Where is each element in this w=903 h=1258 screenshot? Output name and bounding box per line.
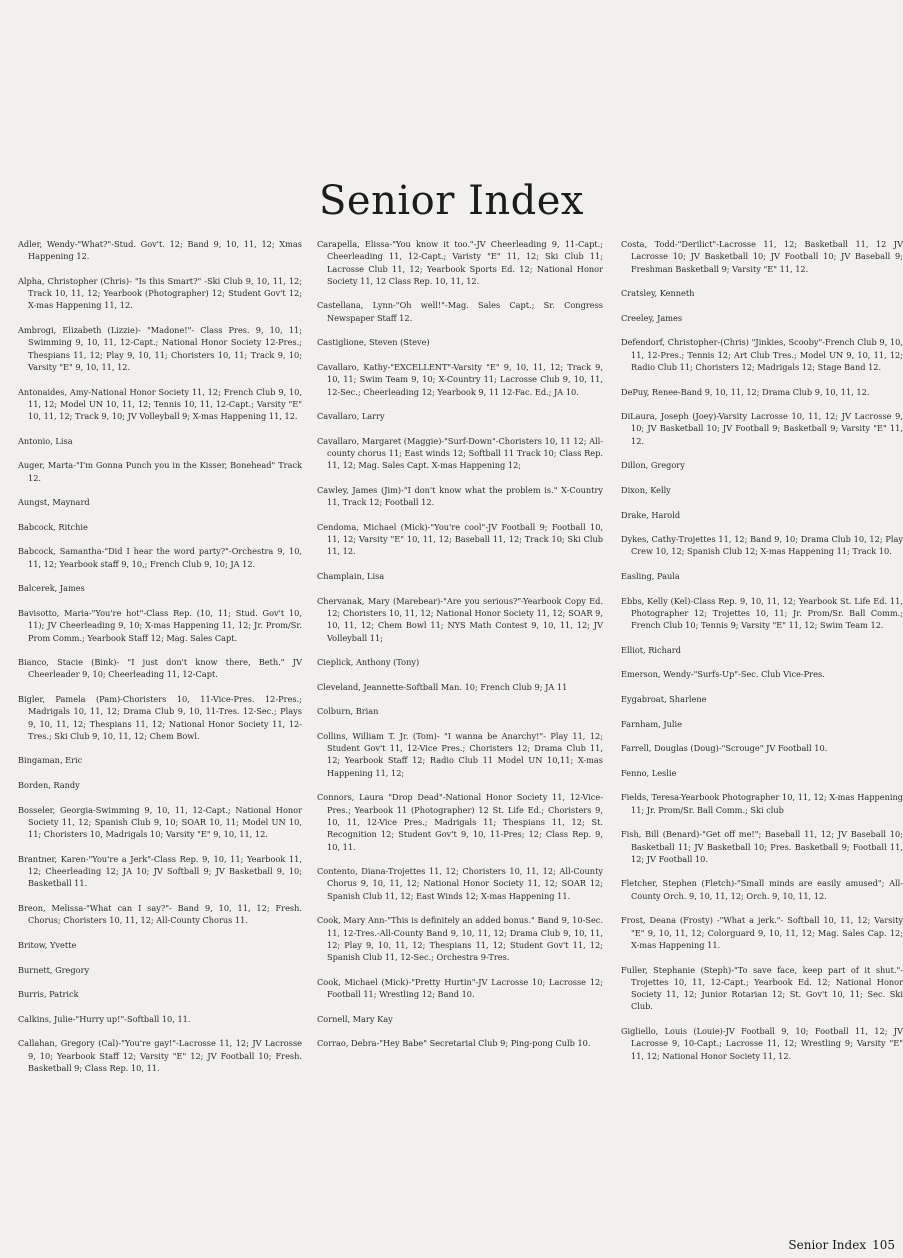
index-entry: Cook, Michael (Mick)-"Pretty Hurtin"-JV Lacrosse 10; Lacrosse 12; Football 11; Wrestling 12; Band 10.: [317, 976, 603, 1000]
index-entry: Fields, Teresa-Yearbook Photographer 10, 11, 12; X-mas Happening 11; Jr. Prom/Sr. Ball Comm.; Ski club: [621, 792, 903, 815]
index-entry: Dillon, Gregory: [621, 460, 685, 471]
index-entry: Antonio, Lisa: [18, 435, 73, 446]
index-entry: Cendoma, Michael (Mick)-"You're cool"-JV Football 9; Football 10, 11, 12; Varsity "E" 10, 11, 12; Baseball 11, 12; Track 10; Ski Club 11, 12.: [317, 521, 603, 557]
index-entry: Fuller, Stephanie (Steph)-"To save face, keep part of it shut."-Trojettes 10, 11, 12-Capt.; Yearbook Ed. 12; National Honor Society 11, 12; Junior Rotarian 12; St. Gov't 10, 11; Sec. Ski Club.: [621, 964, 903, 1012]
index-entry: Babcock, Samantha-"Did I hear the word party?"-Orchestra 9, 10, 11, 12; Yearbook staff 9, 10,; French Club 9, 10; JA 12.: [18, 546, 302, 569]
index-entry: Dykes, Cathy-Trojettes 11, 12; Band 9, 10; Drama Club 10, 12; Play Crew 10, 12; Spanish Club 12; X-mas Happening 11; Track 10.: [621, 534, 903, 557]
index-entry: Bigler, Pamela (Pam)-Choristers 10, 11-Vice-Pres. 12-Pres.; Madrigals 10, 11, 12; Drama Club 9, 10, 11-Tres. 12-Sec.; Plays 9, 10, 11, 12; Thespians 11, 12; National Honor Society 11, 12-Tres.; Ski Club 9, 10, 11, 12; Chem Bowl.: [18, 693, 302, 741]
index-entry: Cavallaro, Larry: [317, 411, 385, 422]
index-entry: Callahan, Gregory (Cal)-"You're gay!"-Lacrosse 11, 12; JV Lacrosse 9, 10; Yearbook Staff 12; Varsity "E" 12; JV Football 10; Fresh. Basketball 9; Class Rep. 10, 11.: [18, 1038, 302, 1073]
index-entry: Bavisotto, Maria-"You're hot"-Class Rep. (10, 11; Stud. Gov't 10, 11); JV Cheerleading 9, 10; X-mas Happening 11, 12; Jr. Prom/Sr. Prom Comm.; Yearbook Staff 12; Mag. Sales Capt.: [18, 607, 302, 643]
index-entry: Alpha, Christopher (Chris)- "Is this Smart?" -Ski Club 9, 10, 11, 12; Track 10, 11, 12; Yearbook (Photographer) 12; Student Gov't 12; X-mas Happening 11, 12.: [18, 275, 302, 311]
index-entry: DePuy, Renee-Band 9, 10, 11, 12; Drama Club 9, 10, 11, 12.: [621, 386, 870, 397]
index-column-2: [317, 238, 603, 1062]
index-entry: Emerson, Wendy-"Surfs-Up"-Sec. Club Vice-Pres.: [621, 669, 825, 680]
index-entry: Ebbs, Kelly (Kel)-Class Rep. 9, 10, 11, 12; Yearbook St. Life Ed. 11, Photographer 12; Trojettes 10, 11; Jr. Prom/Sr. Ball Comm.; French Club 10; Tennis 9; Varsity "E" 11, 12; Swim Team 12.: [621, 595, 903, 631]
page-title: Senior Index: [319, 178, 584, 224]
index-entry: Cavallaro, Kathy-"EXCELLENT"-Varsity "E" 9, 10, 11, 12; Track 9, 10, 11; Swim Team 9, 10; X-Country 11; Lacrosse Club 9, 10, 11, 12-Sec.; Cheerleading 12; Yearbook 9, 11 12-Fac. Ed.; JA 10.: [317, 361, 603, 397]
index-entry: Corrao, Debra-"Hey Babe" Secretarial Club 9; Ping-pong Culb 10.: [317, 1038, 591, 1049]
index-entry: Castiglione, Steven (Steve): [317, 337, 430, 348]
index-entry: Borden, Randy: [18, 780, 80, 791]
footer-label: Senior Index: [788, 1238, 867, 1252]
index-entry: Champlain, Lisa: [317, 571, 385, 582]
index-entry: Drake, Harold: [621, 509, 681, 520]
index-entry: Fletcher, Stephen (Fletch)-"Small minds are easily amused"; All-County Orch. 9, 10, 11, 12; Orch. 9, 10, 11, 12.: [621, 878, 903, 901]
index-entry: Cavallaro, Margaret (Maggie)-"Surf-Down"-Choristers 10, 11 12; All-county chorus 11; East winds 12; Softball 11 Track 10; Class Rep. 11, 12; Mag. Sales Capt. X-mas Happening 12;: [317, 435, 603, 471]
index-entry: Cratsley, Kenneth: [621, 288, 695, 299]
index-entry: Collins, William T. Jr. (Tom)- "I wanna be Anarchy!"- Play 11, 12; Student Gov't 11, 12-Vice Pres.; Choristers 12; Drama Club 11, 12; Yearbook Staff 12; Radio Club 11 Model UN 10,11; X-mas Happening 11, 12;: [317, 730, 603, 778]
index-entry: Britow, Yvette: [18, 939, 77, 950]
index-entry: Defendorf, Christopher-(Chris) "Jinkies, Scooby"-French Club 9, 10, 11, 12-Pres.; Tennis 12; Art Club Tres.; Model UN 9, 10, 11, 12; Radio Club 11; Choristers 12; Madrigals 12; Stage Band 12.: [621, 337, 903, 372]
index-entry: Farrell, Douglas (Doug)-"Scrouge" JV Football 10.: [621, 743, 828, 754]
index-entry: Burris, Patrick: [18, 989, 79, 1000]
index-entry: Breon, Melissa-"What can I say?"- Band 9, 10, 11, 12; Fresh. Chorus; Choristers 10, 11, 12; All-County Chorus 11.: [18, 903, 302, 926]
index-entry: Carapella, Elissa-"You know it too."-JV Cheerleading 9, 11-Capt.; Cheerleading 11, 12-Capt.; Varisty "E" 11, 12; Ski Club 11; Lacrosse Club 11, 12; Yearbook Sports Ed. 12; National Honor Society 11, 12 Class Rep. 10, 11, 12.: [317, 239, 603, 286]
index-entry: Creeley, James: [621, 312, 683, 323]
index-entry: Cawley, James (Jim)-"I don't know what the problem is." X-Country 11, Track 12; Football 12.: [317, 484, 603, 508]
index-entry: Farnham, Julie: [621, 718, 682, 729]
index-entry: Fish, Bill (Benard)-"Get off me!"; Baseball 11, 12; JV Baseball 10; Basketball 11; JV Basketball 10; Pres. Basketball 9; Football 11, 12; JV Football 10.: [621, 829, 903, 864]
page-number: 105: [872, 1238, 895, 1252]
index-column-3: [621, 238, 903, 1074]
index-entry: Fenno, Leslie: [621, 767, 677, 778]
index-column-1: [18, 238, 302, 1086]
index-entry: Frost, Deana (Frosty) -"What a jerk."- Softball 10, 11, 12; Varsity "E" 9, 10, 11, 12; Colorguard 9, 10, 11, 12; Mag. Sales Cap. 12; X-mas Happening 11.: [621, 915, 903, 950]
index-entry: Dixon, Kelly: [621, 484, 671, 495]
index-entry: Gigliello, Louis (Louie)-JV Football 9, 10; Football 11, 12; JV Lacrosse 9, 10-Capt.; Lacrosse 11, 12; Wrestling 9; Varsity "E" 11, 12; National Honor Society 11, 12.: [621, 1026, 903, 1061]
index-entry: Eygabroat, Sharlene: [621, 693, 707, 704]
index-entry: Burnett, Gregory: [18, 964, 90, 975]
index-entry: Balcerek, James: [18, 583, 85, 594]
index-entry: Easling, Paula: [621, 571, 680, 582]
index-entry: Bianco, Stacie (Bink)- "I just don't know there, Beth." JV Cheerleader 9, 10; Cheerleading 11, 12-Capt.: [18, 657, 302, 680]
index-entry: Aungst, Maynard: [18, 497, 90, 508]
index-entry: Babcock, Ritchie: [18, 521, 88, 532]
index-entry: Adler, Wendy-"What?"-Stud. Gov't. 12; Band 9, 10, 11, 12; Xmas Happening 12.: [18, 239, 302, 262]
index-entry: Ambrogi, Elizabeth (Lizzie)- "Madone!"- Class Pres. 9, 10, 11; Swimming 9, 10, 11, 12-Capt.; National Honor Society 12-Pres.; Thespians 11, 12; Play 9, 10, 11; Choristers 10, 11; Track 9, 10; Varsity "E" 9, 10, 11, 12.: [18, 325, 302, 372]
index-entry: Cleveland, Jeannette-Softball Man. 10; French Club 9; JA 11: [317, 681, 568, 692]
index-entry: Connors, Laura "Drop Dead"-National Honor Society 11, 12-Vice-Pres.; Yearbook 11 (Photographer) 12 St. Life Ed.; Choristers 9, 10, 11, 12-Vice Pres.; Madrigals 11; Thespians 11, 12; St. Recognition 12; Student Gov't 9, 10, 11-Pres; 12; Class Rep. 9, 10, 11.: [317, 792, 603, 852]
index-entry: Elliot, Richard: [621, 644, 681, 655]
index-entry: DiLaura, Joseph (Joey)-Varsity Lacrosse 10, 11, 12; JV Lacrosse 9, 10; JV Basketball 10; JV Football 9; Basketball 9; Varsity "E" 11, 12.: [621, 411, 903, 446]
index-entry: Cornell, Mary Kay: [317, 1013, 393, 1024]
index-entry: Cook, Mary Ann-"This is definitely an added bonus." Band 9, 10-Sec. 11, 12-Tres.-All-County Band 9, 10, 11, 12; Drama Club 9, 10, 11, 12; Play 9, 10, 11, 12; Thespians 11, 12; Student Gov't 11, 12; Spanish Club 11, 12-Sec.; Orchestra 9-Tres.: [317, 915, 603, 963]
index-entry: Calkins, Julie-"Hurry up!"-Softball 10, 11.: [18, 1013, 191, 1024]
index-entry: Chervanak, Mary (Marebear)-"Are you serious?"-Yearbook Copy Ed. 12; Choristers 10, 11, 12; National Honor Society 11, 12; SOAR 9, 10, 11, 12; Chem Bowl 11; NYS Math Contest 9, 10, 11, 12; JV Volleyball 11;: [317, 595, 603, 643]
index-entry: Auger, Marta-"I'm Gonna Punch you in the Kisser, Bonehead" Track 12.: [18, 460, 302, 483]
index-entry: Antonaides, Amy-National Honor Society 11, 12; French Club 9, 10, 11, 12; Model UN 10, 11, 12; Tennis 10, 11, 12-Capt.; Varsity "E" 10, 11, 12; Track 9, 10; JV Volleyball 9; X-mas Happening 11, 12.: [18, 386, 302, 422]
index-entry: Contento, Diana-Trojettes 11, 12; Choristers 10, 11, 12; All-County Chorus 9, 10, 11, 12; National Honor Society 11, 12; SOAR 12; Spanish Club 11, 12; East Winds 12; X-mas Happening 11.: [317, 866, 603, 901]
page-footer: [788, 1238, 895, 1252]
index-entry: Castellana, Lynn-"Oh well!"-Mag. Sales Capt.; Sr. Congress Newspaper Staff 12.: [317, 300, 603, 323]
index-entry: Brantner, Karen-"You're a Jerk"-Class Rep. 9, 10, 11; Yearbook 11, 12; Cheerleading 12; JA 10; JV Softball 9; JV Basketball 9, 10; Basketball 11.: [18, 853, 302, 889]
index-entry: Costa, Todd-"Derilict"-Lacrosse 11, 12; Basketball 11, 12 JV Lacrosse 10; JV Basketball 10; JV Football 10; JV Baseball 9; Freshman Basketball 9; Varsity "E" 11, 12.: [621, 239, 903, 274]
index-entry: Colburn, Brian: [317, 706, 379, 717]
index-entry: Bosseler, Georgia-Swimming 9, 10, 11, 12-Capt.; National Honor Society 11, 12; Spanish Club 9, 10; SOAR 10, 11; Model UN 10, 11; Choristers 10, Madrigals 10; Varsity "E" 9, 10, 11, 12.: [18, 804, 302, 840]
index-entry: Cieplick, Anthony (Tony): [317, 657, 420, 668]
index-entry: Bingaman, Eric: [18, 755, 83, 766]
